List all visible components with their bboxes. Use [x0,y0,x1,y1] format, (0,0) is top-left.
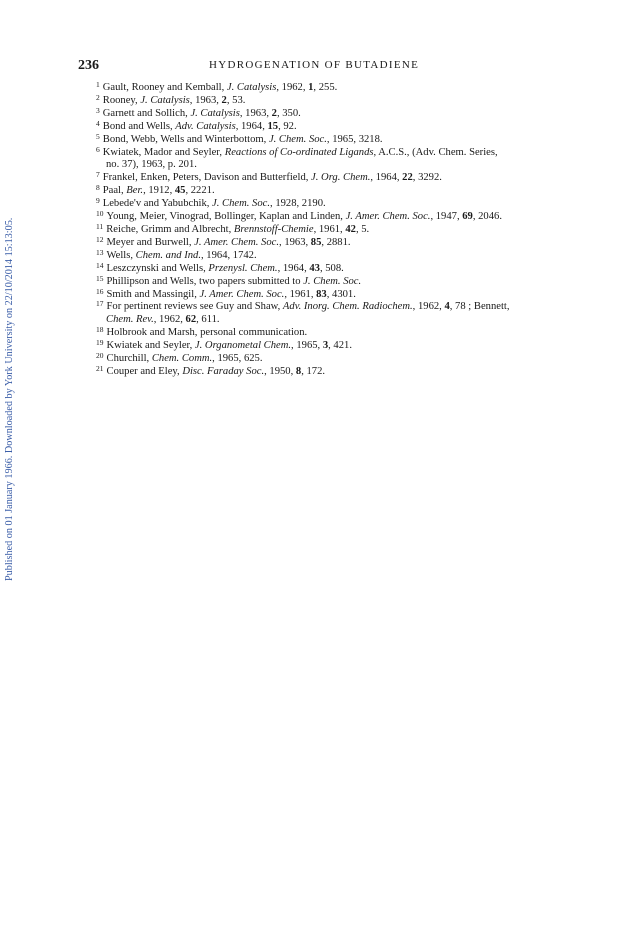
reference-number: 3 [96,105,100,115]
reference-authors: Garnett and Sollich, [102,107,191,119]
reference-year: , 1962, [412,301,445,313]
reference-pages: , 421. [328,340,352,352]
reference-item [96,131,566,147]
reference-item [96,301,566,314]
reference-volume: 69 [462,211,473,223]
reference-volume: 2 [221,94,227,106]
reference-journal: J. Catalysis [226,82,277,93]
reference-authors: Young, Meier, Vinograd, Bollinger, Kaplan and Linden, [106,211,346,223]
reference-authors: Gault, Rooney and Kemball, [102,82,227,93]
reference-authors: Bond, Webb, Wells and Winterbottom, [102,133,269,145]
reference-year: , 1965, 625. [212,353,263,365]
reference-authors: Leszczynski and Wells, [106,262,209,274]
reference-item [96,105,566,121]
reference-year: , 1964, [235,120,268,132]
reference-item [96,286,566,302]
reference-year: , 1963, [189,94,222,106]
reference-pages: , 2881. [321,236,351,248]
reference-volume: 1 [308,82,314,93]
reference-journal: J. Chem. Soc. [268,133,327,145]
reference-number: 17 [96,299,104,309]
reference-journal: Chem. and Ind. [135,249,201,261]
reference-number: 2 [96,92,100,102]
reference-item [96,185,566,198]
reference-volume: 85 [310,236,322,248]
reference-number: 7 [96,170,100,180]
reference-volume: 42 [345,223,356,235]
reference-year: , A.C.S., (Adv. Chem. Series, [373,146,498,158]
reference-journal: Ber. [126,185,144,197]
reference-journal: J. Chem. Soc. [303,275,362,287]
reference-authors: Smith and Massingil, [106,288,200,300]
reference-authors: Meyer and Burwell, [106,236,195,248]
reference-pages: , 611. [196,314,220,326]
reference-journal: J. Catalysis [140,94,190,106]
reference-pages: , 508. [319,262,344,274]
reference-item [96,363,566,379]
reference-list [96,82,566,379]
reference-authors: Phillipson and Wells, two papers submitted to [106,275,304,287]
reference-number: 12 [96,234,104,244]
reference-number: 21 [96,363,104,373]
reference-volume: 4 [444,301,450,313]
reference-number: 6 [96,144,100,154]
reference-journal: Chem. Rev. [106,314,154,326]
reference-number: 4 [96,118,100,128]
reference-volume: 22 [402,172,413,184]
reference-authors: Kwiatek and Seyler, [106,340,195,352]
reference-year: , 1963, [279,236,311,248]
reference-authors: For pertinent reviews see Guy and Shaw, [106,301,283,313]
reference-journal: Brennstoff-Chemie [233,223,314,235]
reference-number: 11 [96,221,104,231]
reference-number: 10 [96,209,104,219]
reference-authors: Couper and Eley, [106,365,183,377]
reference-year: , 1961, [284,288,317,300]
reference-number: 14 [96,260,104,270]
reference-volume: 62 [185,314,197,326]
reference-journal: J. Amer. Chem. Soc. [194,236,280,248]
reference-pages: , 92. [278,120,297,132]
reference-number: 9 [96,196,100,206]
page-number: 236 [78,58,99,73]
reference-authors: Frankel, Enken, Peters, Davison and Butterfield, [102,172,312,184]
reference-journal: Adv. Catalysis [175,120,236,132]
reference-number: 18 [96,325,104,335]
download-watermark-text: Published on 01 January 1966. Downloaded by York University on 22/10/2014 15:13:05. [4,217,15,581]
reference-item [96,340,566,353]
reference-authors: Wells, [106,249,136,261]
page-header [0,58,624,78]
reference-authors: Lebede'v and Yabubchik, [102,198,213,210]
reference-item [96,327,566,340]
reference-item [96,234,566,250]
reference-item [96,92,566,108]
reference-number: 8 [96,183,100,193]
reference-pages: , 5. [355,223,370,235]
reference-pages: , 53. [226,94,246,106]
running-title: HYDROGENATION OF BUTADIENE [209,59,420,71]
reference-pages: , 2046. [472,211,502,223]
reference-year: , 1964, 1742. [201,249,257,261]
reference-journal: J. Organometal Chem. [194,340,292,352]
reference-volume: 8 [295,365,302,377]
reference-continuation [96,314,566,327]
reference-authors: Reiche, Grimm and Albrecht, [106,223,234,235]
reference-item [96,144,566,160]
reference-journal: Reactions of Co-ordinated Ligands [224,146,374,158]
reference-journal: J. Amer. Chem. Soc. [199,288,285,300]
reference-authors: Churchill, [106,353,152,365]
reference-year: , 1950, [264,365,296,377]
reference-journal: Disc. Faraday Soc. [182,365,265,377]
reference-item [96,82,566,95]
reference-journal: J. Chem. Soc. [212,198,271,210]
reference-volume: 83 [316,288,327,300]
reference-number: 15 [96,273,104,283]
reference-item [96,198,566,211]
reference-item [96,353,566,366]
reference-number: 5 [96,131,100,141]
reference-number: 20 [96,351,104,361]
reference-item [96,273,566,289]
reference-year: , 1962, [153,314,186,326]
reference-number: 19 [96,338,104,348]
reference-pages: , 350. [276,107,301,119]
reference-pages: , 255. [313,82,338,93]
reference-volume: 43 [309,262,320,274]
reference-journal: Chem. Comm. [151,353,213,365]
download-watermark [3,181,17,581]
reference-item [96,172,566,185]
reference-authors: Bond and Wells, [102,120,176,132]
reference-journal: Przenysl. Chem. [208,262,278,274]
reference-pages: , 4301. [326,288,356,300]
reference-item [96,118,566,134]
reference-year: , 1961, [313,223,346,235]
reference-journal: Adv. Inorg. Chem. Radiochem. [282,301,413,313]
reference-number: 13 [96,247,104,257]
reference-authors: Holbrook and Marsh, personal communication. [106,327,308,339]
reference-authors: Paal, [102,185,127,197]
reference-year: , 1963, [239,107,272,119]
reference-year: , 1964, [277,262,310,274]
reference-pages: , 3292. [412,172,442,184]
reference-authors: Kwiatek, Mador and Seyler, [102,146,225,158]
reference-journal: J. Org. Chem. [311,172,371,184]
reference-continuation-text: no. 37), 1963, p. 201. [106,159,197,171]
reference-year: , 1928, 2190. [270,198,326,210]
reference-volume: 45 [174,185,186,197]
reference-pages: , 78 ; Bennett, [449,301,510,313]
reference-number: 1 [96,80,100,89]
reference-item [96,247,566,263]
reference-volume: 3 [322,340,329,352]
reference-continuation [96,159,566,172]
reference-item [96,211,566,224]
reference-journal: J. Catalysis [190,107,240,119]
reference-volume: 15 [267,120,279,132]
reference-item [96,221,566,237]
reference-pages: , 172. [301,365,326,377]
reference-volume: 2 [271,107,277,119]
reference-year: , 1947, [430,211,463,223]
reference-year: , 1964, [370,172,403,184]
reference-item [96,260,566,276]
reference-year: , 1965, [291,340,323,352]
reference-year: , 1962, [276,82,309,93]
reference-authors: Rooney, [102,94,141,106]
reference-year: , 1912, [143,185,175,197]
reference-pages: , 2221. [185,185,215,197]
reference-number: 16 [96,286,104,296]
reference-journal: J. Amer. Chem. Soc. [345,211,431,223]
reference-year: , 1965, 3218. [326,133,383,145]
